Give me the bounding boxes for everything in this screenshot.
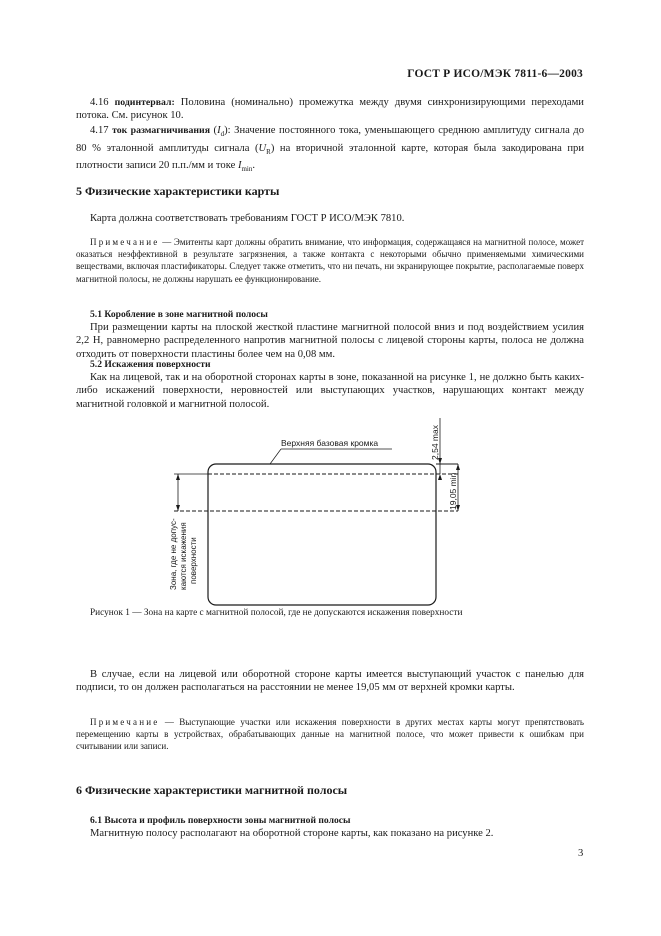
top-edge-label: Верхняя базовая кромка — [281, 438, 379, 448]
symbol-sub: R — [266, 147, 271, 156]
clause-text: Половина (номинально) промежутка между двумя синхронизирующими переходами потока. См. рисунок 10. — [76, 97, 584, 122]
arrow — [456, 464, 460, 470]
zone-label-line-3: поверхности — [189, 537, 198, 584]
symbol-u: U — [258, 142, 267, 154]
dim-2-54-label: 2,54 max — [430, 425, 440, 460]
note-text: — Эмитенты карт должны обратить внимание, что информация, содержащаяся на магнитной полосе, может оказаться неэффективной в результате загрязнения, а также контакта с некоторыми обычно применяемыми химическими веществами, включая пластификаторы. Следует также отметить, что ни печать, ни экранирующее покрытие, располагаемые поверх магнитной полосы, не должны нарушать ее функционирование. — [76, 237, 585, 284]
term: подинтервал: — [114, 97, 175, 108]
arrow — [438, 474, 442, 480]
after-figure-note — [76, 716, 584, 753]
figure-1-caption: Рисунок 1 — Зона на карте с магнитной полосой, где не допускаются искажения поверхности — [90, 608, 463, 618]
section-5-note — [76, 236, 584, 285]
clause-text: Значение постоянного тока, уменьшающего среднюю амплитуду сигнала до 80 % эталонной амплитуды сигнала ( — [76, 125, 584, 154]
clause-number: 4.17 — [90, 125, 109, 136]
section-5-intro: Карта должна соответствовать требованиям ГОСТ Р ИСО/МЭК 7810. — [90, 213, 405, 224]
zone-label-line-2: каются искажения — [179, 522, 188, 590]
period: . — [252, 160, 256, 172]
symbol-sub: min — [241, 165, 253, 174]
clause-4-17 — [76, 124, 584, 177]
term: ток размагничивания — [112, 125, 210, 136]
symbol-sub: d — [220, 130, 225, 139]
arrow-up — [176, 474, 180, 480]
subsection-6-1-text: Магнитную полосу располагают на оборотной стороне карты, как показано на рисунке 2. — [90, 828, 494, 839]
note-label: Примечание — [90, 717, 160, 727]
zone-label-line-1: Зона, где не допус- — [169, 518, 178, 590]
paren: ): — [224, 125, 231, 136]
top-edge-leader — [270, 449, 281, 464]
figure-1 — [0, 418, 661, 618]
subsection-5-1-title: 5.1 Коробление в зоне магнитной полосы — [90, 309, 268, 320]
section-6-title: 6 Физические характеристики магнитной полосы — [76, 783, 348, 797]
symbol-i: I — [217, 125, 221, 136]
subsection-5-2-text: Как на лицевой, так и на оборотной сторонах карты в зоне, показанной на рисунке 1, не должно быть каких-либо искажений поверхности, неровностей или выступающих участков, нарушающих контакт между магнитной головкой и магнитной полосой. — [76, 372, 584, 410]
symbol-imin: I — [237, 160, 242, 172]
clause-4-16 — [76, 96, 584, 123]
note-label: Примечание — [90, 237, 160, 247]
section-5-title: 5 Физические характеристики карты — [76, 184, 280, 198]
subsection-6-1-title: 6.1 Высота и профиль поверхности зоны магнитной полосы — [90, 815, 351, 826]
subsection-5-2-title: 5.2 Искажения поверхности — [90, 359, 211, 370]
dim-19-05-label: 19,05 min — [448, 472, 458, 510]
paren: ( — [213, 125, 218, 136]
document-header: ГОСТ Р ИСО/МЭК 7811-6—2003 — [407, 68, 583, 80]
card-outline — [208, 464, 436, 605]
arrow-down — [176, 505, 180, 511]
signature-panel-text: В случае, если на лицевой или оборотной стороне карты имеется выступающий участок с панелью для подписи, то он должен располагаться на расстоянии не менее 19,05 мм от верхней кромки карты. — [76, 669, 584, 694]
page-number: 3 — [578, 848, 584, 859]
clause-text: ) на вторичной эталонной карте, которая была закодирована при плотности записи 20 п.п./мм и токе — [76, 142, 584, 172]
clause-number: 4.16 — [90, 97, 109, 108]
note-text: — Выступающие участки или искажения поверхности в других местах карты могут препятствовать перемещению карты в устройствах, обрабатывающих данные на магнитной полосе, что может привести к ошибкам при считывании или записи. — [76, 717, 585, 752]
subsection-5-1-text: При размещении карты на плоской жесткой пластине магнитной полосой вниз и под воздействием усилия 2,2 Н, равномерно распределенного напротив магнитной полосы с лицевой стороны карты, полоса не должна отходить от поверхности пластины более чем на 0,08 мм. — [76, 322, 584, 360]
